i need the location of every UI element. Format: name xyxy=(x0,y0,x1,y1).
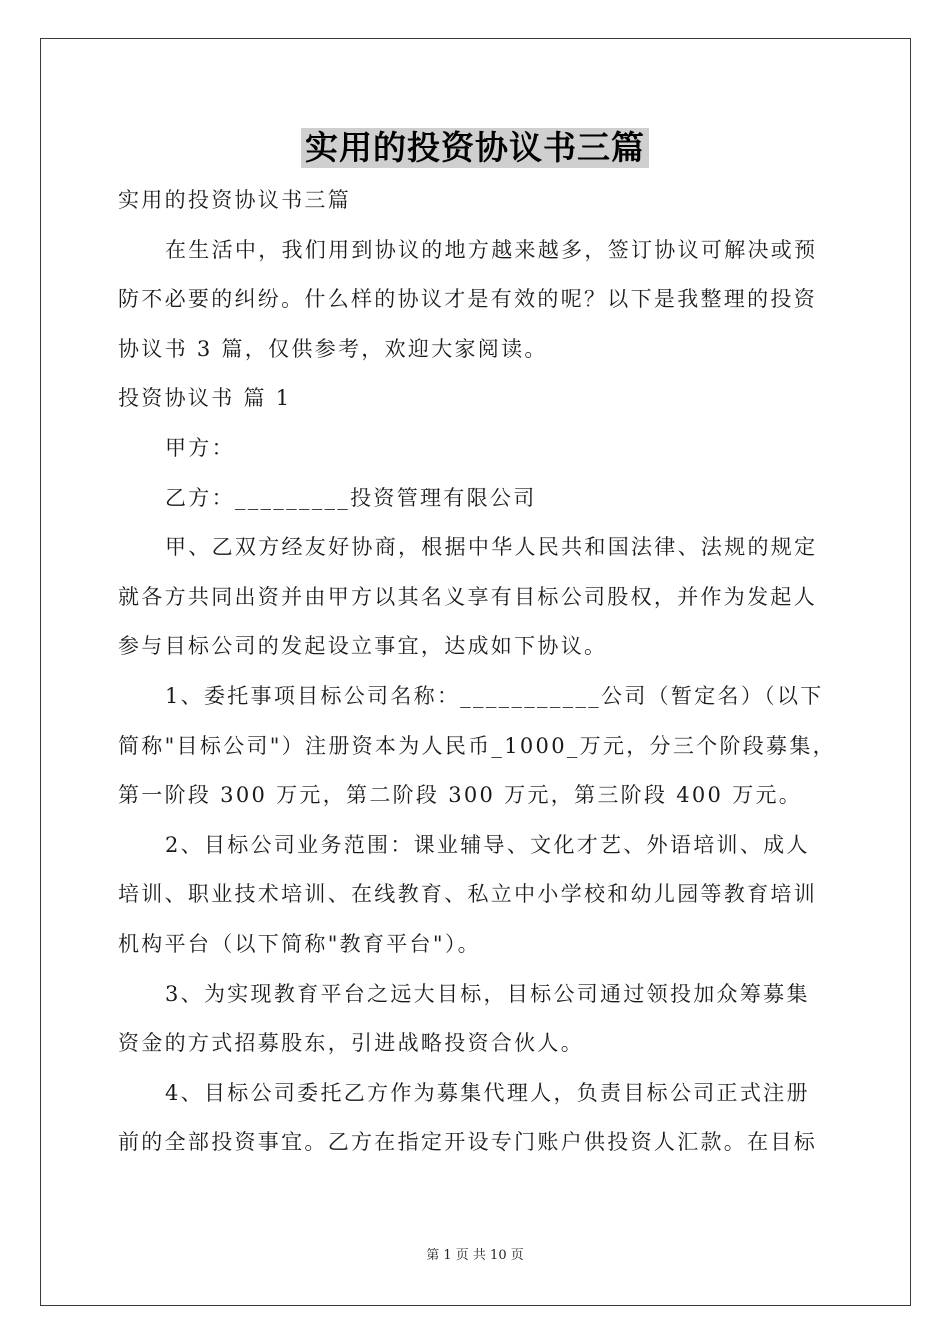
text-line: 1、委托事项目标公司名称：___________公司（暂定名）（以下 xyxy=(165,683,824,708)
text-line: 简称"目标公司"）注册资本为人民币_1000_万元，分三个阶段募集， xyxy=(118,733,836,758)
title-container xyxy=(0,128,950,168)
text-line: 就各方共同出资并由甲方以其名义享有目标公司股权，并作为发起人 xyxy=(118,584,817,609)
text-line: 乙方：_________投资管理有限公司 xyxy=(165,485,537,510)
text-line: 防不必要的纠纷。什么样的协议才是有效的呢？以下是我整理的投资 xyxy=(118,287,817,312)
text-line: 甲、乙双方经友好协商，根据中华人民共和国法律、法规的规定 xyxy=(165,535,818,560)
text-line: 4、目标公司委托乙方作为募集代理人，负责目标公司正式注册 xyxy=(165,1080,810,1105)
text-line: 资金的方式招募股东，引进战略投资合伙人。 xyxy=(118,1031,584,1056)
text-line: 实用的投资协议书三篇 xyxy=(118,188,351,212)
text-line: 在生活中，我们用到协议的地方越来越多，签订协议可解决或预 xyxy=(165,237,818,262)
document-body xyxy=(118,176,838,1168)
text-line: 投资协议书 篇 1 xyxy=(118,386,292,411)
text-line: 机构平台（以下简称"教育平台"）。 xyxy=(118,931,481,956)
text-line: 前的全部投资事宜。乙方在指定开设专门账户供投资人汇款。在目标 xyxy=(118,1130,817,1155)
text-line: 培训、职业技术培训、在线教育、私立中小学校和幼儿园等教育培训 xyxy=(118,882,817,907)
text-line: 参与目标公司的发起设立事宜，达成如下协议。 xyxy=(118,634,608,659)
page-footer: 第 1 页 共 10 页 xyxy=(426,1248,524,1263)
text-line: 第一阶段 300 万元，第二阶段 300 万元，第三阶段 400 万元。 xyxy=(118,783,803,808)
text-line: 协议书 3 篇，仅供参考，欢迎大家阅读。 xyxy=(118,336,548,361)
text-line: 甲方： xyxy=(165,435,235,460)
document-title: 实用的投资协议书三篇 xyxy=(301,128,649,168)
text-line: 2、目标公司业务范围：课业辅导、文化才艺、外语培训、成人 xyxy=(165,832,810,857)
text-line: 3、为实现教育平台之远大目标，目标公司通过领投加众筹募集 xyxy=(165,981,810,1006)
